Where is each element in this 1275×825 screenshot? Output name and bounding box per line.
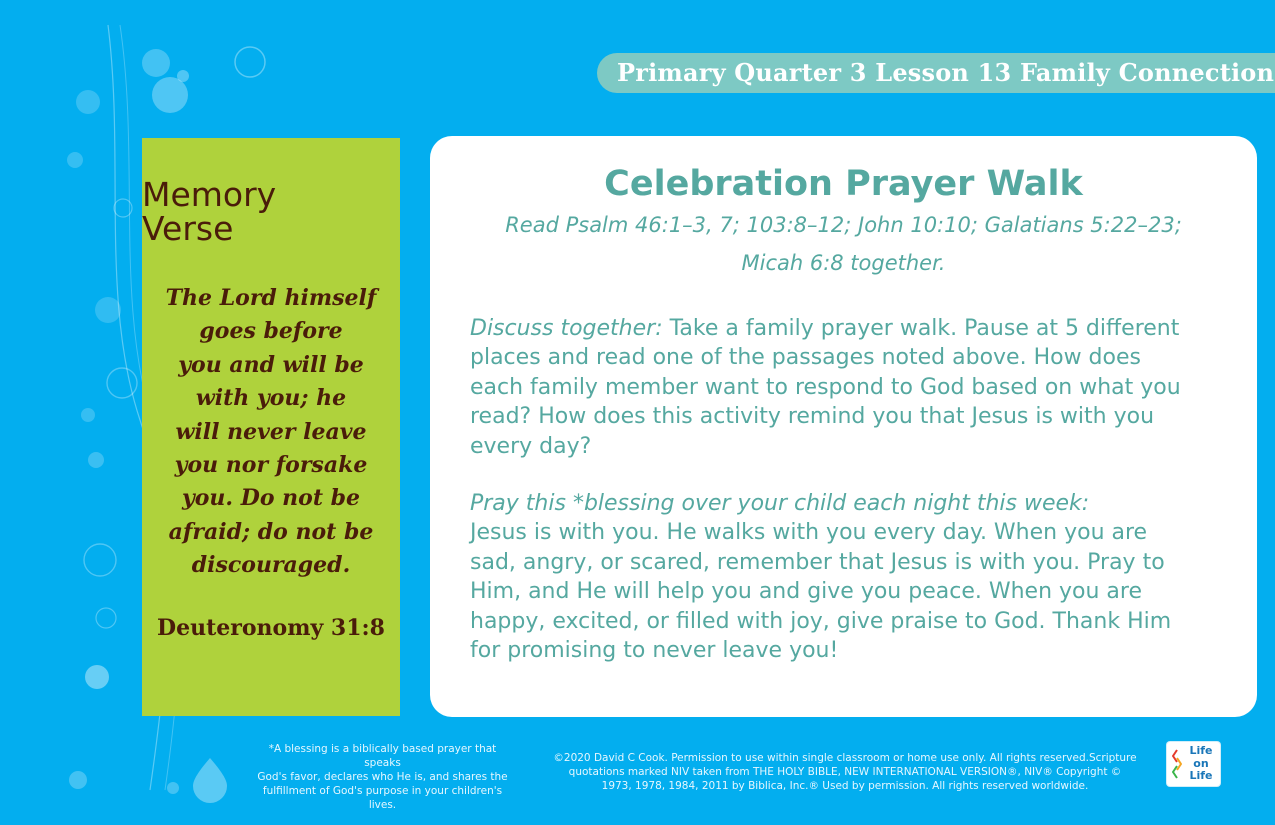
prayer-lead: Pray this *blessing over your child each night this week: bbox=[470, 491, 1090, 516]
prayer-line: Him, and He will help you and give you peace. When you are bbox=[470, 579, 1142, 605]
verse-line: will never leave bbox=[175, 418, 367, 445]
discuss-lead: Discuss together: bbox=[470, 316, 663, 341]
verse-line: afraid; do not be bbox=[168, 518, 374, 545]
prayer-lead-line bbox=[470, 489, 1230, 518]
activity-title: Celebration Prayer Walk bbox=[604, 164, 1083, 204]
verse-line: you nor forsake bbox=[174, 452, 368, 479]
blessing-footnote bbox=[250, 742, 515, 812]
memory-verse-heading bbox=[142, 175, 400, 248]
discuss-line: each family member want to respond to God based on what you bbox=[470, 374, 1181, 400]
verse-line: you and will be bbox=[178, 351, 364, 378]
footnote-line: God's favor, declares who He is, and shares the bbox=[257, 771, 508, 783]
prayer-line: happy, excited, or filled with joy, give praise to God. Thank Him bbox=[470, 608, 1172, 634]
discuss-text: Take a family prayer walk. Pause at 5 different bbox=[662, 316, 1180, 341]
logo-text bbox=[1183, 745, 1219, 783]
verse-reference: Deuteronomy 31:8 bbox=[157, 615, 385, 641]
logo-line: Life bbox=[1189, 769, 1213, 782]
memory-verse-heading-line: Memory bbox=[142, 175, 277, 214]
discuss-line: every day? bbox=[470, 433, 592, 459]
discuss-paragraph bbox=[470, 314, 1230, 461]
page-title: Primary Quarter 3 Lesson 13 Family Connection bbox=[617, 58, 1275, 87]
life-on-life-logo bbox=[1167, 742, 1220, 786]
read-passages-line: Micah 6:8 together. bbox=[741, 251, 946, 275]
footnote-line: fulfillment of God's purpose in your children's lives. bbox=[262, 785, 503, 811]
copyright-line: ©2020 David C Cook. Permission to use within single classroom or home use only. All rights reserved.Scripture bbox=[553, 752, 1137, 764]
prayer-line: Jesus is with you. He walks with you every day. When you are bbox=[470, 520, 1148, 546]
copyright-notice bbox=[545, 751, 1145, 793]
memory-verse-text bbox=[142, 282, 400, 583]
copyright-line: quotations marked NIV taken from THE HOLY BIBLE, NEW INTERNATIONAL VERSION®, NIV® Copyright © bbox=[568, 766, 1122, 778]
verse-line: discouraged. bbox=[191, 552, 351, 579]
logo-line: Life bbox=[1189, 744, 1213, 757]
logo-line: on bbox=[1193, 756, 1209, 770]
prayer-line: sad, angry, or scared, remember that Jesus is with you. Pray to bbox=[470, 549, 1165, 575]
verse-line: goes before bbox=[199, 318, 343, 345]
discuss-line: places and read one of the passages noted above. How does bbox=[470, 345, 1141, 371]
verse-line: The Lord himself bbox=[165, 285, 377, 311]
copyright-line: 1973, 1978, 1984, 2011 by Biblica, Inc.® Used by permission. All rights reserved worldwide. bbox=[601, 780, 1089, 792]
discuss-line: read? How does this activity remind you that Jesus is with you bbox=[470, 404, 1155, 430]
read-passages-line: Read Psalm 46:1–3, 7; 103:8–12; John 10:10; Galatians 5:22–23; bbox=[505, 213, 1182, 237]
memory-verse-heading-line: Verse bbox=[142, 209, 234, 248]
verse-line: you. Do not be bbox=[181, 485, 361, 512]
prayer-line: for promising to never leave you! bbox=[470, 638, 839, 664]
discuss-line bbox=[470, 314, 1230, 343]
footnote-line: *A blessing is a biblically based prayer that speaks bbox=[268, 743, 497, 769]
prayer-paragraph bbox=[470, 489, 1230, 665]
logo-mark-icon bbox=[1172, 749, 1182, 779]
verse-line: with you; he bbox=[195, 385, 347, 412]
